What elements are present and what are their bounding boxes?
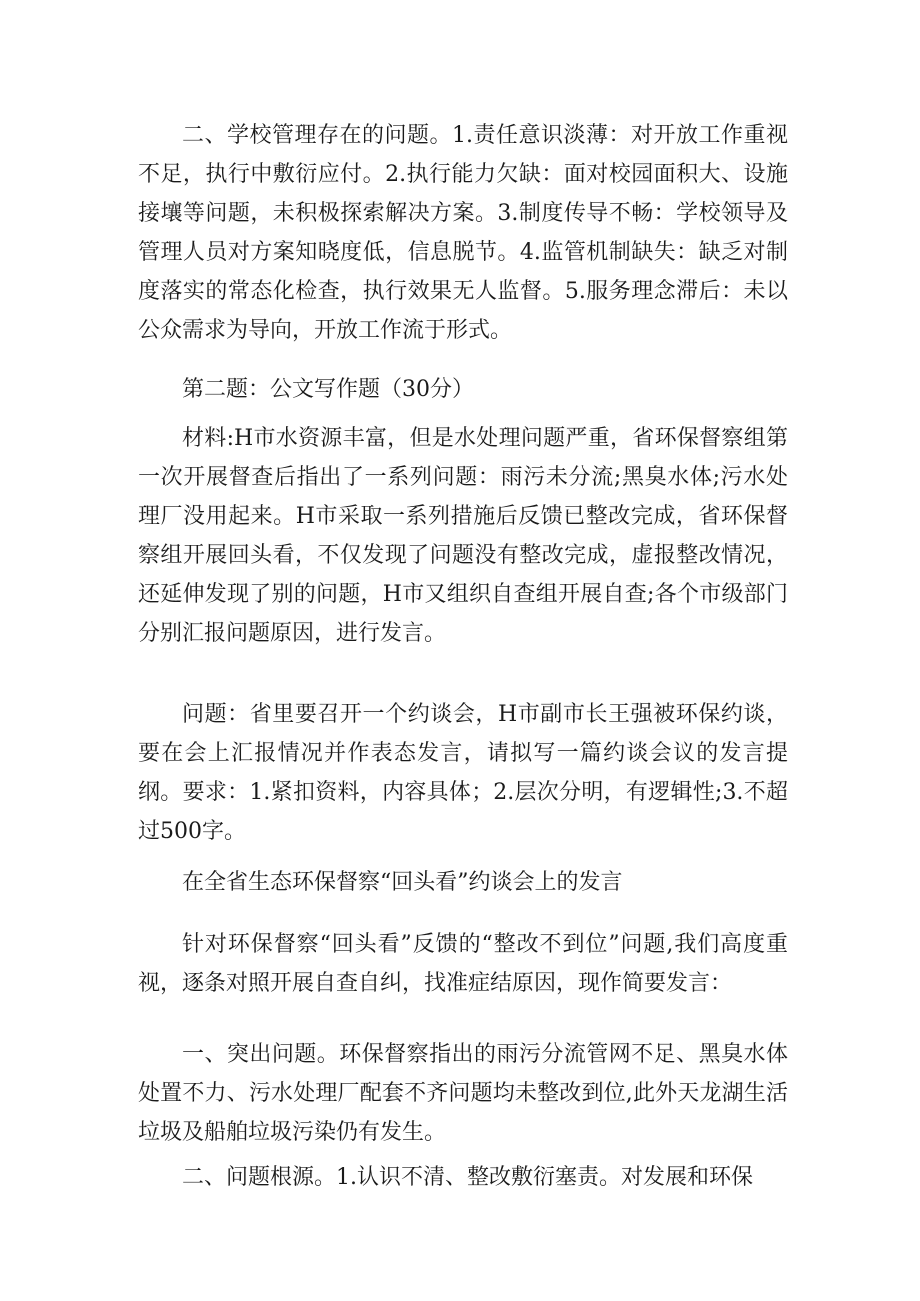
- paragraph-material: 材料:H市水资源丰富，但是水处理问题严重，省环保督察组第一次开展督查后指出了一系列问题：雨污未分流;黑臭水体;污水处理厂没用起来。H市采取一系列措施后反馈已整改完成，省环保督察组开展回头看，不仅发现了问题没有整改完成，虚报整改情况，还延伸发现了别的问题，H市又组织自查组开展自查;各个市级部门分别汇报问题原因，进行发言。: [138, 426, 788, 646]
- paragraph-question-two-heading: 第二题：公文写作题（30分）: [182, 377, 474, 402]
- paragraph-prominent-problems: 一、突出问题。环保督察指出的雨污分流管网不足、黑臭水体处置不力、污水处理厂配套不齐问题均未整改到位,此外天龙湖生活垃圾及船舶垃圾污染仍有发生。: [138, 1042, 788, 1145]
- paragraph-problem-roots: 二、问题根源。1.认识不清、整改敷衍塞责。对发展和环保: [182, 1165, 753, 1190]
- paragraph-school-management-issues: 二、学校管理存在的问题。1.责任意识淡薄：对开放工作重视不足，执行中敷衍应付。2.执行能力欠缺：面对校园面积大、设施接壤等问题，未积极探索解决方案。3.制度传导不畅：学校领导及管理人员对方案知晓度低，信息脱节。4.监管机制缺失：缺乏对制度落实的常态化检查，执行效果无人监督。5.服务理念滞后：未以公众需求为导向，开放工作流于形式。: [138, 123, 788, 343]
- paragraph-speech-intro: 针对环保督察“回头看”反馈的“整改不到位”问题,我们高度重视，逐条对照开展自查自纠，找准症结原因，现作简要发言：: [138, 932, 788, 996]
- paragraph-question: 问题：省里要召开一个约谈会，H市副市长王强被环保约谈，要在会上汇报情况并作表态发言，请拟写一篇约谈会议的发言提纲。要求：1.紧扣资料，内容具体；2.层次分明，有逻辑性;3.不超过500字。: [138, 702, 788, 844]
- speech-title: 在全省生态环保督察“回头看”约谈会上的发言: [182, 870, 623, 895]
